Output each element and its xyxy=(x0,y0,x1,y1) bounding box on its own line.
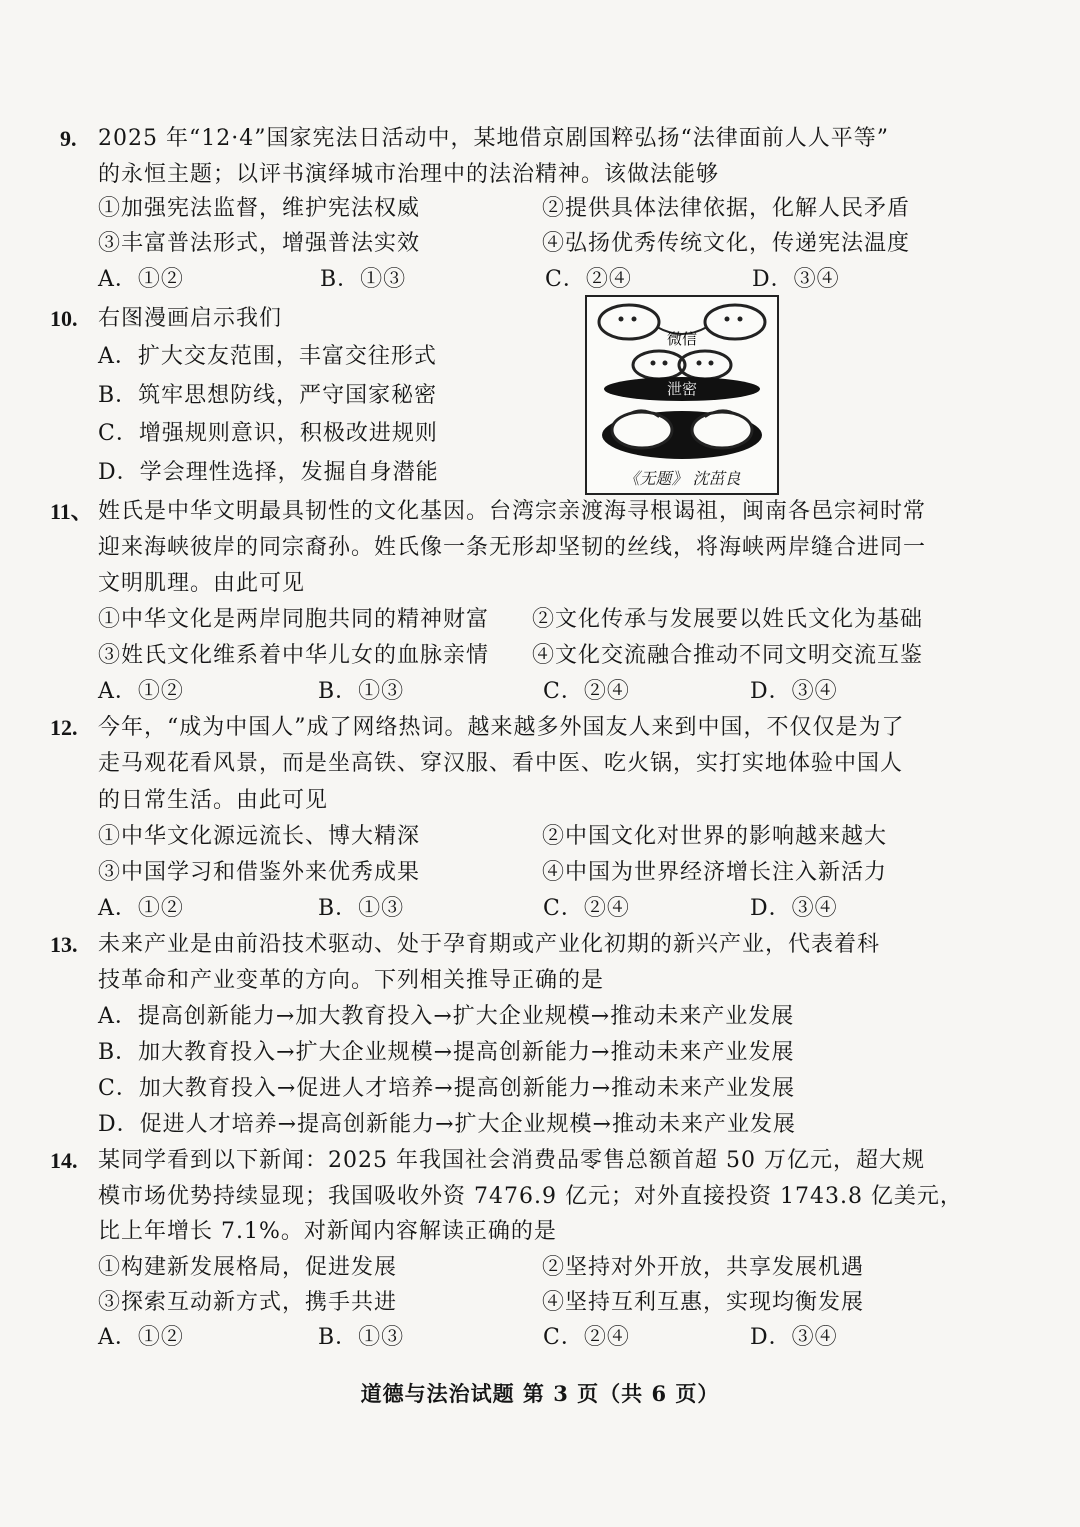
question-stem-line: 的日常生活。由此可见 xyxy=(98,788,329,813)
answer-choice: A．①② xyxy=(98,1325,184,1350)
question-stem-line: 姓氏是中华文明最具韧性的文化基因。台湾宗亲渡海寻根谒祖，闽南各邑宗祠时常 xyxy=(98,499,927,524)
statement: ②中国文化对世界的影响越来越大 xyxy=(542,824,888,849)
question-number: 10. xyxy=(50,306,78,331)
answer-choice: D．③④ xyxy=(750,896,838,921)
question-stem-line: 2025 年“12·4”国家宪法日活动中，某地借京剧国粹弘扬“法律面前人人平等” xyxy=(98,126,889,151)
cartoon-caption: 《无题》 沈茁良 xyxy=(623,469,741,488)
answer-choice: C．②④ xyxy=(543,1325,630,1350)
statement: ①中华文化是两岸同胞共同的精神财富 xyxy=(98,607,490,632)
answer-choice: C．②④ xyxy=(545,267,632,292)
answer-choice: C．②④ xyxy=(543,896,630,921)
answer-choice: D．③④ xyxy=(752,267,840,292)
answer-option: A．扩大交友范围，丰富交往形式 xyxy=(98,344,437,369)
cartoon-label-wechat: 微信 xyxy=(666,330,698,348)
answer-choice: D．③④ xyxy=(750,1325,838,1350)
question-number: 12. xyxy=(50,715,78,740)
statement: ②提供具体法律依据，化解人民矛盾 xyxy=(542,196,911,221)
answer-option: B．加大教育投入→扩大企业规模→提高创新能力→推动未来产业发展 xyxy=(98,1040,795,1065)
question-stem-line: 走马观花看风景，而是坐高铁、穿汉服、看中医、吃火锅，实打实地体验中国人 xyxy=(98,751,904,776)
answer-option: A．提高创新能力→加大教育投入→扩大企业规模→推动未来产业发展 xyxy=(98,1004,795,1029)
answer-option: B．筑牢思想防线，严守国家秘密 xyxy=(98,383,438,408)
question-stem-line: 模市场优势持续显现；我国吸收外资 7476.9 亿元；对外直接投资 1743.8 亿美元， xyxy=(98,1184,963,1209)
statement: ①构建新发展格局，促进发展 xyxy=(98,1255,398,1280)
answer-choice: A．①② xyxy=(98,896,184,921)
answer-choice: B．①③ xyxy=(320,267,407,292)
statement: ②文化传承与发展要以姓氏文化为基础 xyxy=(532,607,924,632)
answer-option: D．促进人才培养→提高创新能力→扩大企业规模→推动未来产业发展 xyxy=(98,1112,796,1137)
answer-choice: D．③④ xyxy=(750,679,838,704)
statement: ④坚持互利互惠，实现均衡发展 xyxy=(542,1290,865,1315)
statement: ③探索互动新方式，携手共进 xyxy=(98,1290,398,1315)
answer-choice: B．①③ xyxy=(318,1325,405,1350)
statement: ③姓氏文化维系着中华儿女的血脉亲情 xyxy=(98,643,490,668)
question-number: 14. xyxy=(50,1148,78,1173)
question-stem-line: 某同学看到以下新闻：2025 年我国社会消费品零售总额首超 50 万亿元，超大规 xyxy=(98,1148,925,1173)
answer-option: C．加大教育投入→促进人才培养→提高创新能力→推动未来产业发展 xyxy=(98,1076,796,1101)
statement: ①加强宪法监督，维护宪法权威 xyxy=(98,196,421,221)
answer-choice: C．②④ xyxy=(543,679,630,704)
question-number: 11、 xyxy=(50,499,93,524)
answer-choice: B．①③ xyxy=(318,679,405,704)
statement: ②坚持对外开放，共享发展机遇 xyxy=(542,1255,865,1280)
question-stem-line: 今年，“成为中国人”成了网络热词。越来越多外国友人来到中国，不仅仅是为了 xyxy=(98,715,905,740)
question-number: 13. xyxy=(50,932,78,957)
answer-option: D．学会理性选择，发掘自身潜能 xyxy=(98,460,439,485)
question-stem-line: 右图漫画启示我们 xyxy=(98,306,283,331)
cartoon-label-leak: 泄密 xyxy=(666,380,698,398)
answer-choice: B．①③ xyxy=(318,896,405,921)
question-stem-line: 比上年增长 7.1%。对新闻内容解读正确的是 xyxy=(98,1219,557,1244)
page-footer: 道德与法治试题 第 3 页（共 6 页） xyxy=(360,1381,720,1406)
answer-choice: A．①② xyxy=(98,679,184,704)
question-number: 9. xyxy=(60,126,77,151)
answer-choice: A．①② xyxy=(98,267,184,292)
statement: ①中华文化源远流长、博大精深 xyxy=(98,824,421,849)
answer-option: C．增强规则意识，积极改进规则 xyxy=(98,421,438,446)
statement: ④弘扬优秀传统文化，传递宪法温度 xyxy=(542,231,911,256)
statement: ③丰富普法形式，增强普法实效 xyxy=(98,231,421,256)
question-stem-line: 迎来海峡彼岸的同宗裔孙。姓氏像一条无形却坚韧的丝线，将海峡两岸缝合进同一 xyxy=(98,535,927,560)
question-stem-line: 文明肌理。由此可见 xyxy=(98,571,306,596)
question-stem-line: 技革命和产业变革的方向。下列相关推导正确的是 xyxy=(98,968,605,993)
cartoon-drawing xyxy=(587,297,777,467)
statement: ③中国学习和借鉴外来优秀成果 xyxy=(98,860,421,885)
cartoon-illustration xyxy=(585,295,779,495)
statement: ④文化交流融合推动不同文明交流互鉴 xyxy=(532,643,924,668)
question-stem-line: 的永恒主题；以评书演绎城市治理中的法治精神。该做法能够 xyxy=(98,162,720,187)
statement: ④中国为世界经济增长注入新活力 xyxy=(542,860,888,885)
question-stem-line: 未来产业是由前沿技术驱动、处于孕育期或产业化初期的新兴产业，代表着科 xyxy=(98,932,881,957)
